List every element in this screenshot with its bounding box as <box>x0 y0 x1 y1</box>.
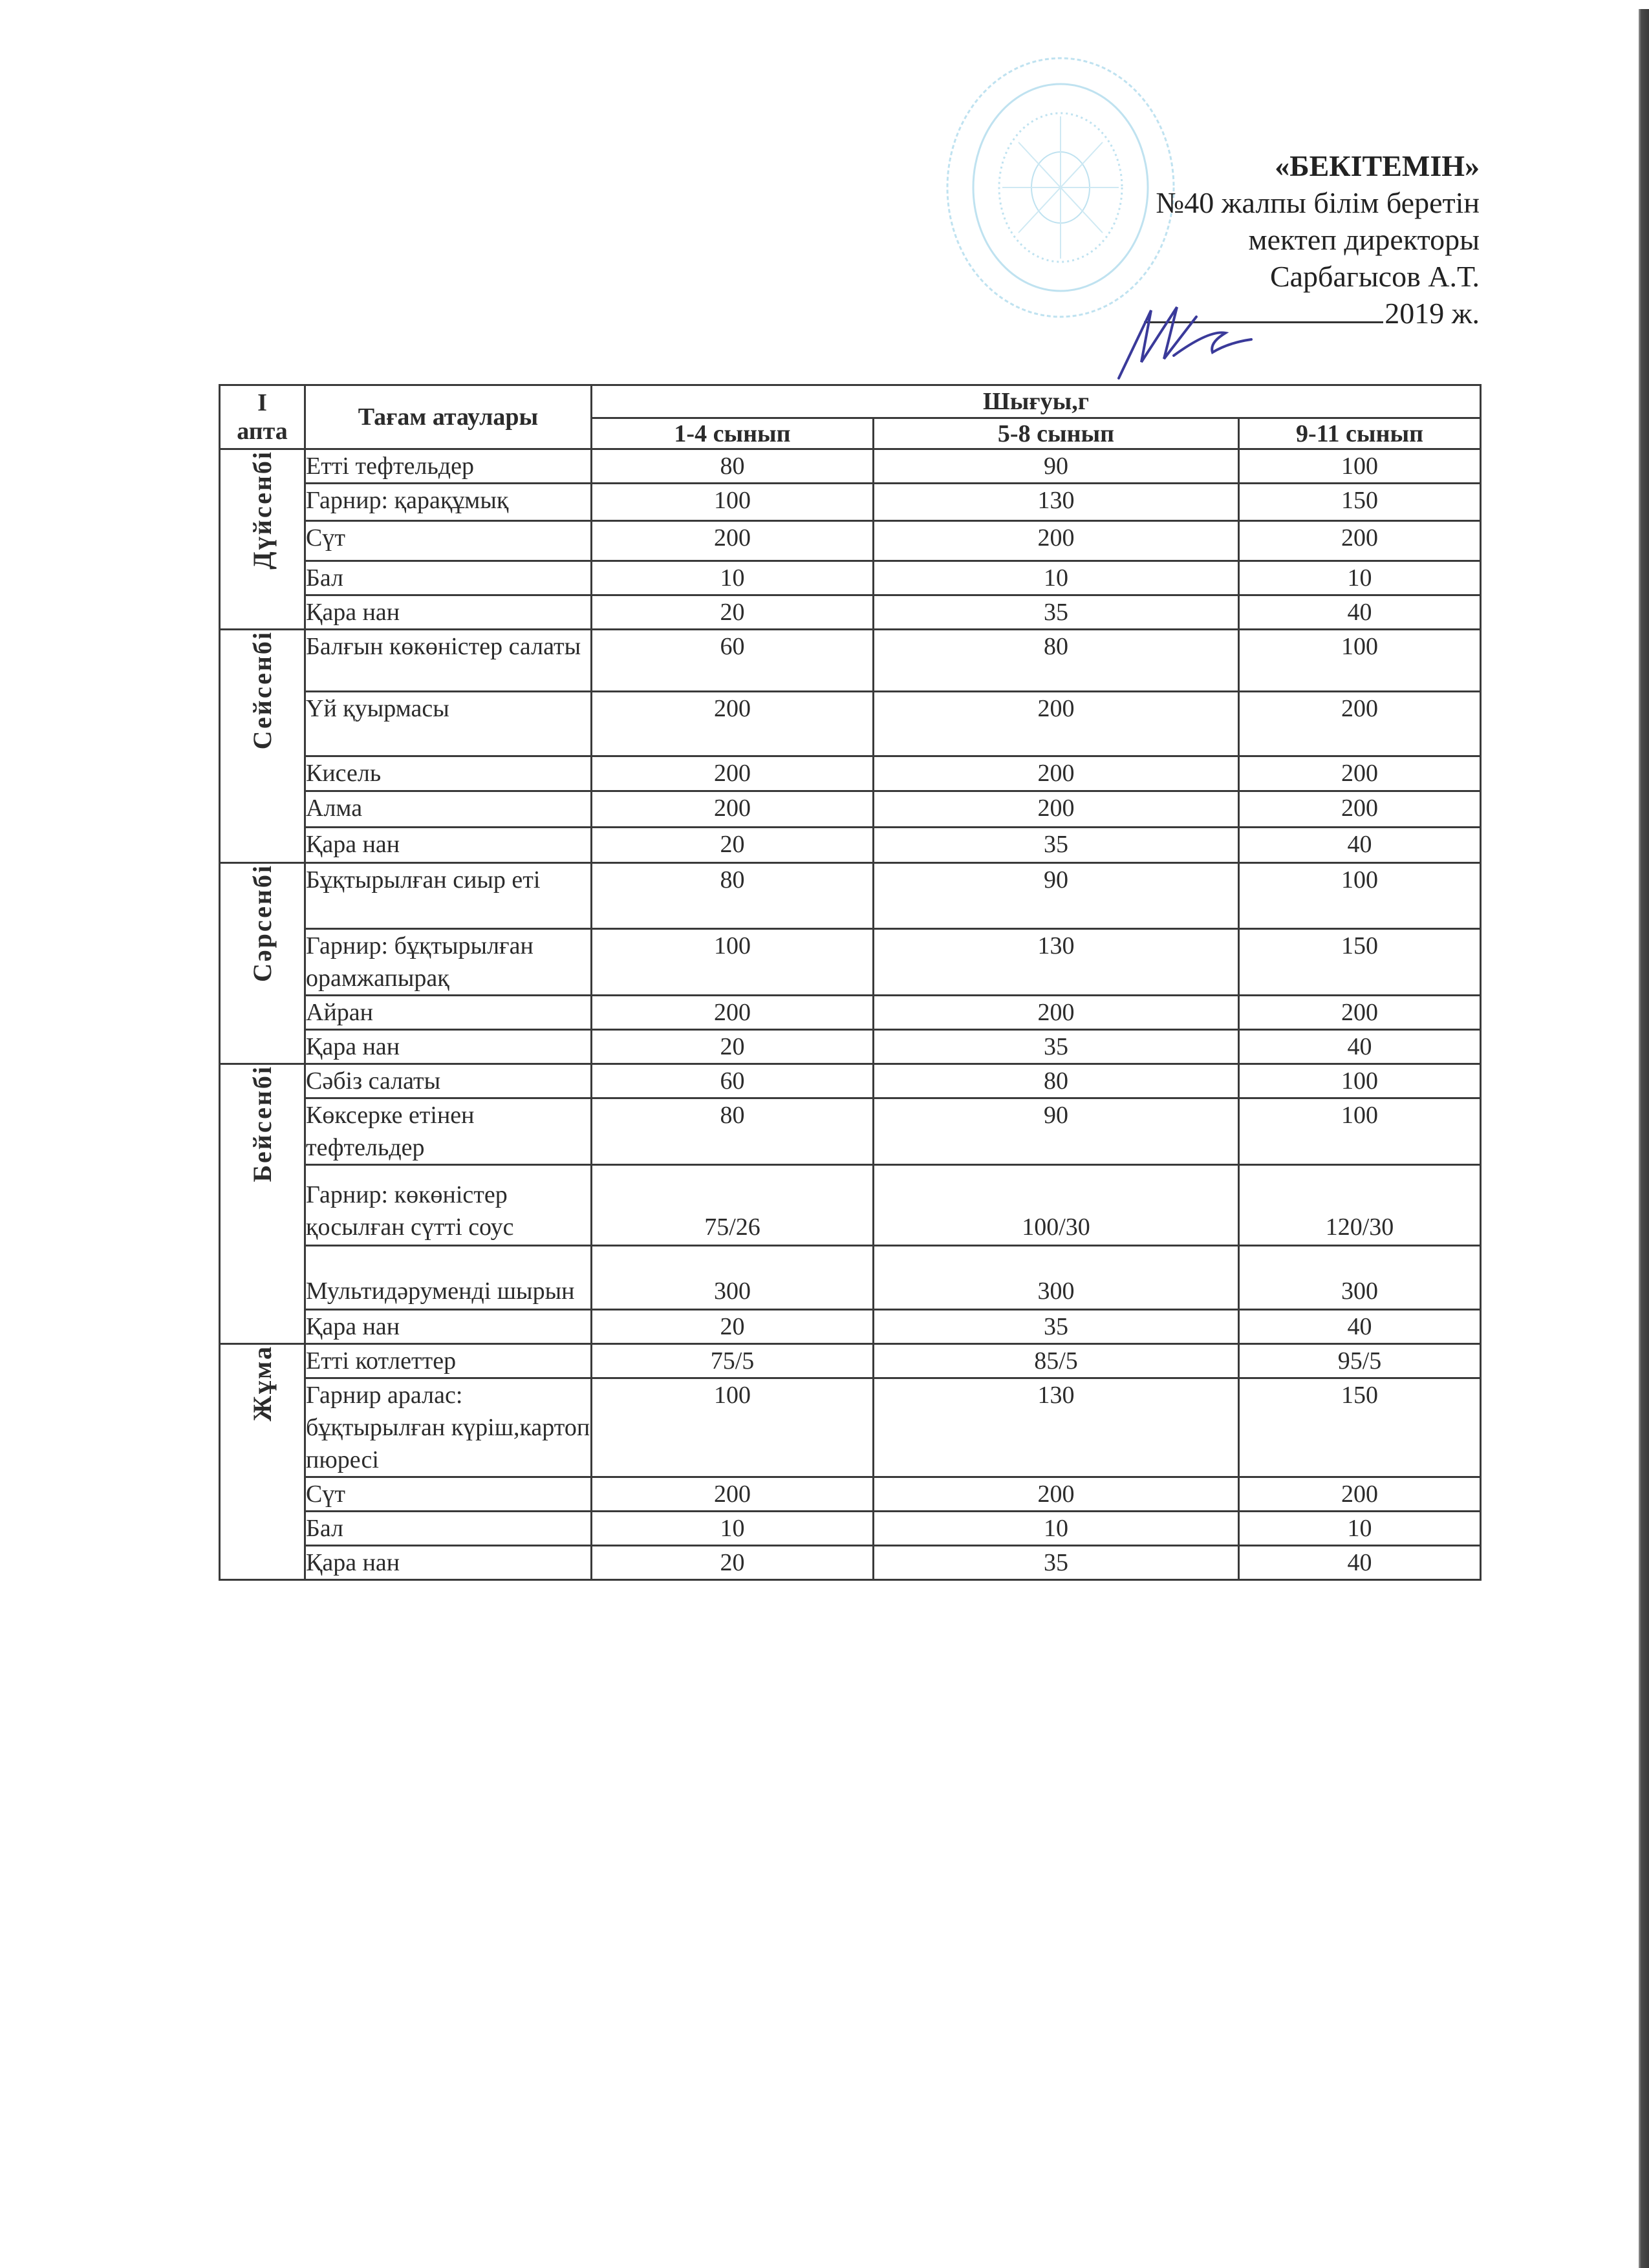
grade-1-4-value: 10 <box>592 1512 874 1546</box>
grade-5-8-value: 10 <box>874 1512 1239 1546</box>
menu-row <box>220 1546 1481 1580</box>
grade-1-4-value: 75/5 <box>592 1344 874 1378</box>
grade-1-4-value: 20 <box>592 1030 874 1064</box>
food-name-cell: Бал <box>305 1512 592 1546</box>
grade-header-1-4: 1-4 сынып <box>592 418 874 449</box>
scanner-edge <box>1639 9 1649 2268</box>
day-cell <box>220 449 305 630</box>
day-cell <box>220 863 305 1064</box>
menu-row <box>220 692 1481 756</box>
menu-row <box>220 996 1481 1030</box>
menu-body <box>220 449 1481 1580</box>
grade-5-8-value: 200 <box>874 791 1239 828</box>
grade-5-8-value: 35 <box>874 1546 1239 1580</box>
grade-5-8-value: 90 <box>874 1098 1239 1165</box>
grade-1-4-value: 80 <box>592 449 874 484</box>
food-name-cell: Бал <box>305 561 592 595</box>
grade-5-8-value: 200 <box>874 521 1239 561</box>
grade-5-8-value: 10 <box>874 561 1239 595</box>
grade-1-4-value: 300 <box>592 1246 874 1310</box>
menu-row <box>220 1512 1481 1546</box>
grade-9-11-value: 200 <box>1239 521 1481 561</box>
menu-row <box>220 756 1481 791</box>
food-name-cell: Алма <box>305 791 592 828</box>
grade-9-11-value: 120/30 <box>1239 1165 1481 1246</box>
grade-5-8-value: 80 <box>874 1064 1239 1098</box>
food-name-cell: Қара нан <box>305 1310 592 1344</box>
menu-row <box>220 595 1481 630</box>
grade-1-4-value: 20 <box>592 1310 874 1344</box>
grade-5-8-value: 300 <box>874 1246 1239 1310</box>
food-name-cell: Гарнир: қарақұмық <box>305 484 592 521</box>
menu-row <box>220 561 1481 595</box>
food-name-cell: Сүт <box>305 521 592 561</box>
menu-row <box>220 1030 1481 1064</box>
food-name-cell: Қара нан <box>305 828 592 863</box>
day-label: Сейсенбі <box>248 630 277 750</box>
grade-9-11-value: 100 <box>1239 1064 1481 1098</box>
grade-9-11-value: 100 <box>1239 449 1481 484</box>
food-name-cell: Балғын көкөністер салаты <box>305 630 592 692</box>
grade-9-11-value: 100 <box>1239 1098 1481 1165</box>
grade-9-11-value: 10 <box>1239 1512 1481 1546</box>
grade-1-4-value: 20 <box>592 595 874 630</box>
grade-1-4-value: 20 <box>592 828 874 863</box>
day-cell <box>220 1064 305 1344</box>
approval-position: мектеп директоры <box>1248 223 1480 256</box>
grade-5-8-value: 85/5 <box>874 1344 1239 1378</box>
food-name-cell: Көксерке етінен тефтельдер <box>305 1098 592 1165</box>
grade-1-4-value: 75/26 <box>592 1165 874 1246</box>
grade-9-11-value: 95/5 <box>1239 1344 1481 1378</box>
menu-row <box>220 1310 1481 1344</box>
grade-5-8-value: 130 <box>874 484 1239 521</box>
grade-1-4-value: 100 <box>592 484 874 521</box>
grade-9-11-value: 150 <box>1239 484 1481 521</box>
menu-row <box>220 828 1481 863</box>
output-header: Шығуы,г <box>592 385 1481 418</box>
menu-row <box>220 630 1481 692</box>
food-name-cell: Бұқтырылған сиыр еті <box>305 863 592 929</box>
grade-1-4-value: 60 <box>592 1064 874 1098</box>
grade-1-4-value: 200 <box>592 791 874 828</box>
grade-5-8-value: 35 <box>874 595 1239 630</box>
week-header <box>220 385 305 449</box>
week-number: I <box>257 389 267 416</box>
food-name-cell: Қара нан <box>305 595 592 630</box>
grade-1-4-value: 20 <box>592 1546 874 1580</box>
grade-5-8-value: 200 <box>874 756 1239 791</box>
grade-5-8-value: 200 <box>874 996 1239 1030</box>
grade-9-11-value: 200 <box>1239 1477 1481 1512</box>
grade-1-4-value: 200 <box>592 692 874 756</box>
food-name-cell: Кисель <box>305 756 592 791</box>
approval-director-name: Сарбагысов А.Т. <box>1269 260 1480 293</box>
menu-row <box>220 1344 1481 1378</box>
menu-table <box>219 384 1482 1581</box>
grade-9-11-value: 40 <box>1239 595 1481 630</box>
grade-5-8-value: 35 <box>874 828 1239 863</box>
menu-row <box>220 1378 1481 1477</box>
grade-9-11-value: 40 <box>1239 1310 1481 1344</box>
grade-5-8-value: 35 <box>874 1310 1239 1344</box>
grade-9-11-value: 300 <box>1239 1246 1481 1310</box>
grade-9-11-value: 100 <box>1239 630 1481 692</box>
grade-5-8-value: 80 <box>874 630 1239 692</box>
grade-5-8-value: 90 <box>874 449 1239 484</box>
menu-row <box>220 1477 1481 1512</box>
menu-row <box>220 929 1481 996</box>
food-name-cell: Етті тефтельдер <box>305 449 592 484</box>
grade-9-11-value: 150 <box>1239 929 1481 996</box>
menu-row <box>220 484 1481 521</box>
grade-1-4-value: 200 <box>592 521 874 561</box>
menu-row <box>220 791 1481 828</box>
grade-9-11-value: 10 <box>1239 561 1481 595</box>
food-names-header: Тағам атаулары <box>305 385 592 449</box>
food-name-cell: Айран <box>305 996 592 1030</box>
grade-header-5-8: 5-8 сынып <box>874 418 1239 449</box>
grade-5-8-value: 200 <box>874 1477 1239 1512</box>
grade-1-4-value: 10 <box>592 561 874 595</box>
grade-9-11-value: 40 <box>1239 1546 1481 1580</box>
day-label: Бейсенбі <box>248 1065 277 1182</box>
day-cell <box>220 1344 305 1580</box>
grade-5-8-value: 90 <box>874 863 1239 929</box>
grade-header-9-11: 9-11 сынып <box>1239 418 1481 449</box>
food-name-cell: Қара нан <box>305 1030 592 1064</box>
menu-row <box>220 1098 1481 1165</box>
menu-row <box>220 449 1481 484</box>
food-name-cell: Үй қуырмасы <box>305 692 592 756</box>
food-name-cell: Гарнир аралас: бұқтырылған күріш,картоп пюресі <box>305 1378 592 1477</box>
food-name-cell: Сүт <box>305 1477 592 1512</box>
food-name-cell: Гарнир: бұқтырылған орамжапырақ <box>305 929 592 996</box>
day-cell <box>220 630 305 863</box>
grade-1-4-value: 100 <box>592 929 874 996</box>
grade-1-4-value: 100 <box>592 1378 874 1477</box>
grade-1-4-value: 80 <box>592 863 874 929</box>
food-name-cell: Мультидәруменді шырын <box>305 1246 592 1310</box>
menu-row <box>220 1246 1481 1310</box>
grade-9-11-value: 150 <box>1239 1378 1481 1477</box>
food-name-cell: Қара нан <box>305 1546 592 1580</box>
grade-5-8-value: 200 <box>874 692 1239 756</box>
menu-row <box>220 863 1481 929</box>
grade-5-8-value: 100/30 <box>874 1165 1239 1246</box>
grade-1-4-value: 200 <box>592 996 874 1030</box>
grade-5-8-value: 130 <box>874 1378 1239 1477</box>
signature-icon <box>1112 304 1261 381</box>
approval-title: «БЕКІТЕМІН» <box>1275 149 1480 182</box>
grade-9-11-value: 200 <box>1239 756 1481 791</box>
menu-row <box>220 521 1481 561</box>
day-label: Жұма <box>248 1345 277 1422</box>
week-label: апта <box>237 418 288 445</box>
approval-school: №40 жалпы білім беретін <box>1156 186 1480 219</box>
grade-1-4-value: 80 <box>592 1098 874 1165</box>
approval-year: 2019 ж. <box>1385 297 1480 330</box>
grade-1-4-value: 60 <box>592 630 874 692</box>
grade-9-11-value: 40 <box>1239 828 1481 863</box>
grade-5-8-value: 35 <box>874 1030 1239 1064</box>
menu-row <box>220 1064 1481 1098</box>
day-label: Дүйсенбі <box>248 450 277 570</box>
food-name-cell: Гарнир: көкөністер қосылған сүтті соус <box>305 1165 592 1246</box>
food-name-cell: Етті котлеттер <box>305 1344 592 1378</box>
grade-9-11-value: 40 <box>1239 1030 1481 1064</box>
grade-9-11-value: 200 <box>1239 791 1481 828</box>
grade-1-4-value: 200 <box>592 1477 874 1512</box>
grade-5-8-value: 130 <box>874 929 1239 996</box>
food-name-cell: Сәбіз салаты <box>305 1064 592 1098</box>
grade-1-4-value: 200 <box>592 756 874 791</box>
grade-9-11-value: 200 <box>1239 996 1481 1030</box>
menu-row <box>220 1165 1481 1246</box>
grade-9-11-value: 200 <box>1239 692 1481 756</box>
day-label: Сәрсенбі <box>248 864 277 983</box>
grade-9-11-value: 100 <box>1239 863 1481 929</box>
